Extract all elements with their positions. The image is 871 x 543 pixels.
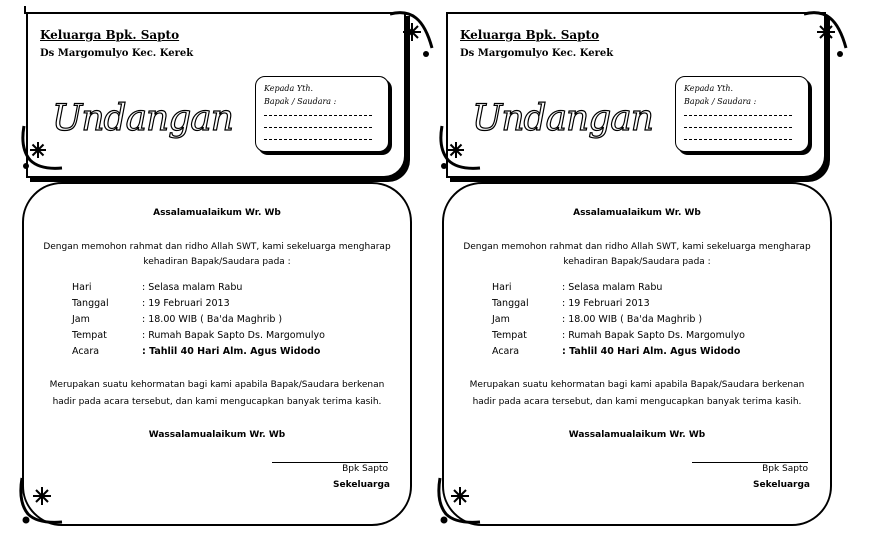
closing-line-1: Merupakan suatu kehormatan bagi kami apabila Bapak/Saudara berkenan — [469, 380, 805, 390]
family-address: Ds Margomulyo Kec. Kerek — [460, 48, 614, 59]
recipient-line — [684, 139, 792, 140]
detail-label: Acara — [492, 346, 520, 357]
greeting: Assalamualaikum Wr. Wb — [153, 208, 281, 218]
recipient-sublabel: Bapak / Saudara : — [264, 97, 337, 106]
recipient-line — [264, 139, 372, 140]
invitation-card-left — [0, 0, 420, 543]
farewell: Wassalamualaikum Wr. Wb — [148, 430, 286, 440]
recipient-line — [264, 127, 372, 128]
snowflake-ornament-icon — [434, 476, 486, 528]
family-address: Ds Margomulyo Kec. Kerek — [40, 48, 194, 59]
detail-row-time — [492, 314, 702, 325]
intro-line-1: Dengan memohon rahmat dan ridho Allah SWT, kami sekeluarga mengharap — [463, 242, 811, 252]
detail-value: : Selasa malam Rabu — [142, 282, 243, 293]
detail-value: : Tahlil 40 Hari Alm. Agus Widodo — [562, 346, 741, 357]
detail-row-place — [72, 330, 325, 341]
detail-label: Hari — [492, 282, 512, 293]
envelope — [26, 12, 406, 178]
detail-row-date — [492, 298, 650, 309]
signer-subtitle: Sekeluarga — [333, 480, 390, 490]
intro-line-2: kehadiran Bapak/Saudara pada : — [143, 257, 291, 267]
signer-name: Bpk Sapto — [692, 462, 808, 474]
detail-value: : Tahlil 40 Hari Alm. Agus Widodo — [142, 346, 321, 357]
detail-row-place — [492, 330, 745, 341]
detail-value: : Rumah Bapak Sapto Ds. Margomulyo — [562, 330, 745, 341]
detail-label: Jam — [72, 314, 90, 325]
detail-row-date — [72, 298, 230, 309]
envelope — [446, 12, 826, 178]
recipient-label: Kepada Yth. — [264, 84, 314, 93]
closing-line-2: hadir pada acara tersebut, dan kami mengucapkan banyak terima kasih. — [52, 397, 382, 407]
detail-row-day — [492, 282, 662, 293]
detail-row-event — [492, 346, 740, 357]
detail-value: : 18.00 WIB ( Ba'da Maghrib ) — [562, 314, 703, 325]
detail-label: Tempat — [72, 330, 107, 341]
invitation-title: Undangan — [472, 98, 653, 139]
letter-body — [22, 182, 412, 526]
family-name: Keluarga Bpk. Sapto — [460, 28, 600, 42]
detail-label: Tanggal — [72, 298, 109, 309]
detail-label: Tempat — [492, 330, 527, 341]
recipient-box — [255, 76, 389, 152]
greeting: Assalamualaikum Wr. Wb — [573, 208, 701, 218]
recipient-line — [684, 127, 792, 128]
signer-name: Bpk Sapto — [272, 462, 388, 474]
recipient-box — [675, 76, 809, 152]
family-name: Keluarga Bpk. Sapto — [40, 28, 180, 42]
letter-body — [442, 182, 832, 526]
detail-value: : 18.00 WIB ( Ba'da Maghrib ) — [142, 314, 283, 325]
closing-line-2: hadir pada acara tersebut, dan kami mengucapkan banyak terima kasih. — [472, 397, 802, 407]
farewell: Wassalamualaikum Wr. Wb — [568, 430, 706, 440]
detail-value: : 19 Februari 2013 — [142, 298, 230, 309]
detail-value: : Selasa malam Rabu — [562, 282, 663, 293]
intro-line-1: Dengan memohon rahmat dan ridho Allah SWT, kami sekeluarga mengharap — [43, 242, 391, 252]
detail-label: Acara — [72, 346, 100, 357]
signer-subtitle: Sekeluarga — [753, 480, 810, 490]
detail-row-day — [72, 282, 242, 293]
recipient-label: Kepada Yth. — [684, 84, 734, 93]
snowflake-ornament-icon — [436, 122, 488, 174]
detail-label: Hari — [72, 282, 92, 293]
invitation-card-right — [420, 0, 840, 543]
detail-value: : 19 Februari 2013 — [562, 298, 650, 309]
detail-row-time — [72, 314, 282, 325]
recipient-line — [684, 115, 792, 116]
intro-line-2: kehadiran Bapak/Saudara pada : — [563, 257, 711, 267]
recipient-sublabel: Bapak / Saudara : — [684, 97, 757, 106]
closing-line-1: Merupakan suatu kehormatan bagi kami apabila Bapak/Saudara berkenan — [49, 380, 385, 390]
recipient-line — [264, 115, 372, 116]
snowflake-ornament-icon — [18, 122, 70, 174]
detail-value: : Rumah Bapak Sapto Ds. Margomulyo — [142, 330, 325, 341]
detail-label: Jam — [492, 314, 510, 325]
snowflake-ornament-icon — [16, 476, 68, 528]
detail-label: Tanggal — [492, 298, 529, 309]
invitation-title: Undangan — [52, 98, 233, 139]
detail-row-event — [72, 346, 320, 357]
snowflake-ornament-icon — [800, 8, 852, 60]
